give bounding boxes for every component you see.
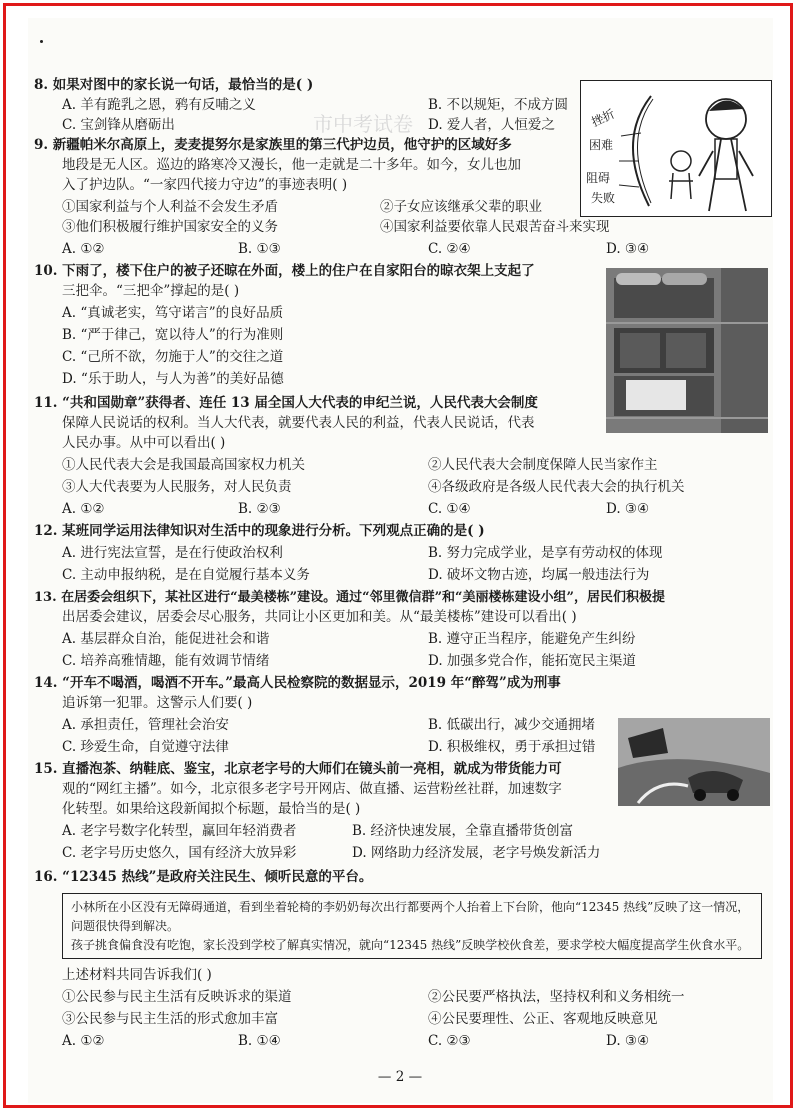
q13-option-a[interactable]: A. 基层群众自治，能促进社会和谐 [62, 631, 270, 647]
q11-option-a[interactable]: A. ①② [62, 501, 105, 517]
footer-dash-right: — [404, 1069, 423, 1085]
q11-statement-1: ①人民代表大会是我国最高国家权力机关 [62, 457, 305, 473]
q9-option-b[interactable]: B. ①③ [238, 241, 281, 257]
q15-option-d[interactable]: D. 网络助力经济发展，老字号焕发新活力 [352, 845, 601, 861]
q15-line2: 观的“网红主播”。如今，北京很多老字号开网店、做直播、运营粉丝社群，加速数字 [62, 781, 562, 797]
q9-statement-4: ④国家利益要依靠人民艰苦奋斗来实现 [380, 219, 610, 235]
q14-option-c[interactable]: C. 珍爱生命，自觉遵守法律 [62, 739, 229, 755]
q14-option-b[interactable]: B. 低碳出行，减少交通拥堵 [428, 717, 596, 733]
q12-option-c[interactable]: C. 主动申报纳税，是在自觉履行基本义务 [62, 567, 310, 583]
q14-option-d[interactable]: D. 积极维权，勇于承担过错 [428, 739, 596, 755]
q12-option-a[interactable]: A. 进行宪法宣誓，是在行使政治权利 [62, 545, 283, 561]
q12-option-b[interactable]: B. 努力完成学业，是享有劳动权的体现 [428, 545, 663, 561]
q9-statement-3: ③他们积极履行维护国家安全的义务 [62, 219, 278, 235]
q9-line3: 入了护边队。“一家四代接力守边”的事迹表明( ) [62, 177, 348, 193]
q16-option-c[interactable]: C. ②③ [428, 1033, 471, 1049]
q13-option-c[interactable]: C. 培养高雅情趣，能有效调节情绪 [62, 653, 270, 669]
q15-option-c[interactable]: C. 老字号历史悠久，国有经济大放异彩 [62, 845, 297, 861]
q12-option-d[interactable]: D. 破坏文物古迹，均属一般违法行为 [428, 567, 650, 583]
page-number-footer [360, 1068, 440, 1087]
q10-line1: 10. 下雨了，楼下住户的被子还晾在外面，楼上的住户在自家阳台的晾衣架上支起了 [34, 263, 535, 279]
q16-material-1: 小林所在小区没有无障碍通道，看到坐着轮椅的李奶奶每次出行都要两个人抬着上下台阶，他向“12345 热线”反映了这一情况，问题很快得到解决。 [71, 900, 750, 933]
q9-option-a[interactable]: A. ①② [62, 241, 105, 257]
q15-option-a[interactable]: A. 老字号数字化转型，赢回年轻消费者 [62, 823, 297, 839]
parent-cartoon-image [580, 80, 772, 217]
q16-material-2: 孩子挑食偏食没有吃饱，家长没到学校了解真实情况，就向“12345 热线”反映学校伙食差，要求学校大幅度提高学生伙食水平。 [71, 938, 750, 952]
q15-line1: 15. 直播泡茶、纳鞋底、鉴宝，北京老字号的大师们在镜头前一亮相，就成为带货能力可 [34, 761, 562, 777]
q15-option-b[interactable]: B. 经济快速发展，全靠直播带货创富 [352, 823, 574, 839]
q15-line3: 化转型。如果给这段新闻拟个标题，最恰当的是( ) [62, 801, 361, 817]
q12-stem: 12. 某班同学运用法律知识对生活中的现象进行分析。下列观点正确的是( ) [34, 523, 485, 539]
q10-line2: 三把伞。“三把伞”撑起的是( ) [62, 283, 240, 299]
q13-option-b[interactable]: B. 遵守正当程序，能避免产生纠纷 [428, 631, 636, 647]
q8-option-a[interactable]: A. 羊有跪乳之恩，鸦有反哺之义 [62, 97, 256, 113]
q9-statement-2: ②子女应该继承父辈的职业 [380, 199, 542, 215]
show-through-text: 市中考试卷 [313, 112, 413, 136]
footer-dash-left: — [377, 1069, 396, 1085]
q16-stem: 16. “12345 热线”是政府关注民生、倾听民意的平台。 [34, 869, 373, 885]
q11-statement-3: ③人大代表要为人民服务，对人民负责 [62, 479, 292, 495]
q10-option-b[interactable]: B. “严于律己，宽以待人”的行为准则 [62, 327, 284, 343]
ink-dot [40, 40, 43, 43]
cartoon-word-4: 失败 [591, 191, 616, 205]
q16-option-d[interactable]: D. ③④ [606, 1033, 650, 1049]
q16-statement-3: ③公民参与民主生活的形式愈加丰富 [62, 1011, 278, 1027]
q11-option-c[interactable]: C. ①④ [428, 501, 471, 517]
drunk-driving-cartoon [618, 718, 770, 806]
q9-line1: 9. 新疆帕米尔高原上，麦麦提努尔是家族里的第三代护边员，他守护的区域好多 [34, 137, 512, 153]
q16-ask: 上述材料共同告诉我们( ) [62, 967, 212, 983]
q11-line1: 11. “共和国勋章”获得者、连任 13 届全国人大代表的申纪兰说，人民代表大会制度 [34, 395, 538, 411]
q14-line2: 追诉第一犯罪。这警示人们要( ) [62, 695, 253, 711]
q9-option-d[interactable]: D. ③④ [606, 241, 650, 257]
q13-line2: 出居委会建议，居委会尽心服务，共同让小区更加和美。从“最美楼栋”建设可以看出( ) [62, 609, 577, 625]
q16-statement-1: ①公民参与民主生活有反映诉求的渠道 [62, 989, 292, 1005]
q16-statement-4: ④公民要理性、公正、客观地反映意见 [428, 1011, 658, 1027]
q10-option-a[interactable]: A. “真诚老实，笃守诺言”的良好品质 [62, 305, 284, 321]
cartoon-word-2: 困难 [589, 138, 614, 152]
q8-stem: 8. 如果对图中的家长说一句话，最恰当的是( ) [34, 77, 314, 93]
cartoon-word-1: 挫折 [589, 106, 618, 130]
q8-option-b[interactable]: B. 不以规矩，不成方圆 [428, 97, 569, 113]
q9-statement-1: ①国家利益与个人利益不会发生矛盾 [62, 199, 278, 215]
q8-option-c[interactable]: C. 宝剑锋从磨砺出 [62, 117, 175, 133]
q13-line1: 13. 在居委会组织下，某社区进行“最美楼栋”建设。通过“邻里微信群”和“美丽楼栋建设小组”，居民们积极提 [34, 590, 666, 605]
page-number: 2 [395, 1069, 405, 1085]
q14-option-a[interactable]: A. 承担责任，管理社会治安 [62, 717, 229, 733]
q11-line3: 人民办事。从中可以看出( ) [62, 435, 226, 451]
cartoon-word-3: 阻碍 [586, 171, 611, 185]
q11-option-b[interactable]: B. ②③ [238, 501, 281, 517]
q8-option-d[interactable]: D. 爱人者，人恒爱之 [428, 117, 555, 133]
q9-option-c[interactable]: C. ②④ [428, 241, 471, 257]
q13-option-d[interactable]: D. 加强多党合作，能拓宽民主渠道 [428, 653, 636, 669]
q14-line1: 14. “开车不喝酒，喝酒不开车。”最高人民检察院的数据显示，2019 年“醉驾”成为刑事 [34, 675, 561, 691]
q10-option-c[interactable]: C. “己所不欲，勿施于人”的交往之道 [62, 349, 284, 365]
q9-line2: 地段是无人区。巡边的路寒冷又漫长，他一走就是二十多年。如今，女儿也加 [62, 157, 521, 173]
q11-statement-2: ②人民代表大会制度保障人民当家作主 [428, 457, 658, 473]
q11-statement-4: ④各级政府是各级人民代表大会的执行机关 [428, 479, 685, 495]
q16-option-a[interactable]: A. ①② [62, 1033, 105, 1049]
balcony-umbrella-photo [606, 268, 768, 433]
q11-line2: 保障人民说话的权利。当人大代表，就要代表人民的利益，代表人民说话，代表 [62, 415, 535, 431]
q16-statement-2: ②公民要严格执法，坚持权利和义务相统一 [428, 989, 685, 1005]
q10-option-d[interactable]: D. “乐于助人，与人为善”的美好品德 [62, 371, 284, 387]
q11-option-d[interactable]: D. ③④ [606, 501, 650, 517]
q16-option-b[interactable]: B. ①④ [238, 1033, 281, 1049]
q16-material-box [62, 893, 762, 959]
